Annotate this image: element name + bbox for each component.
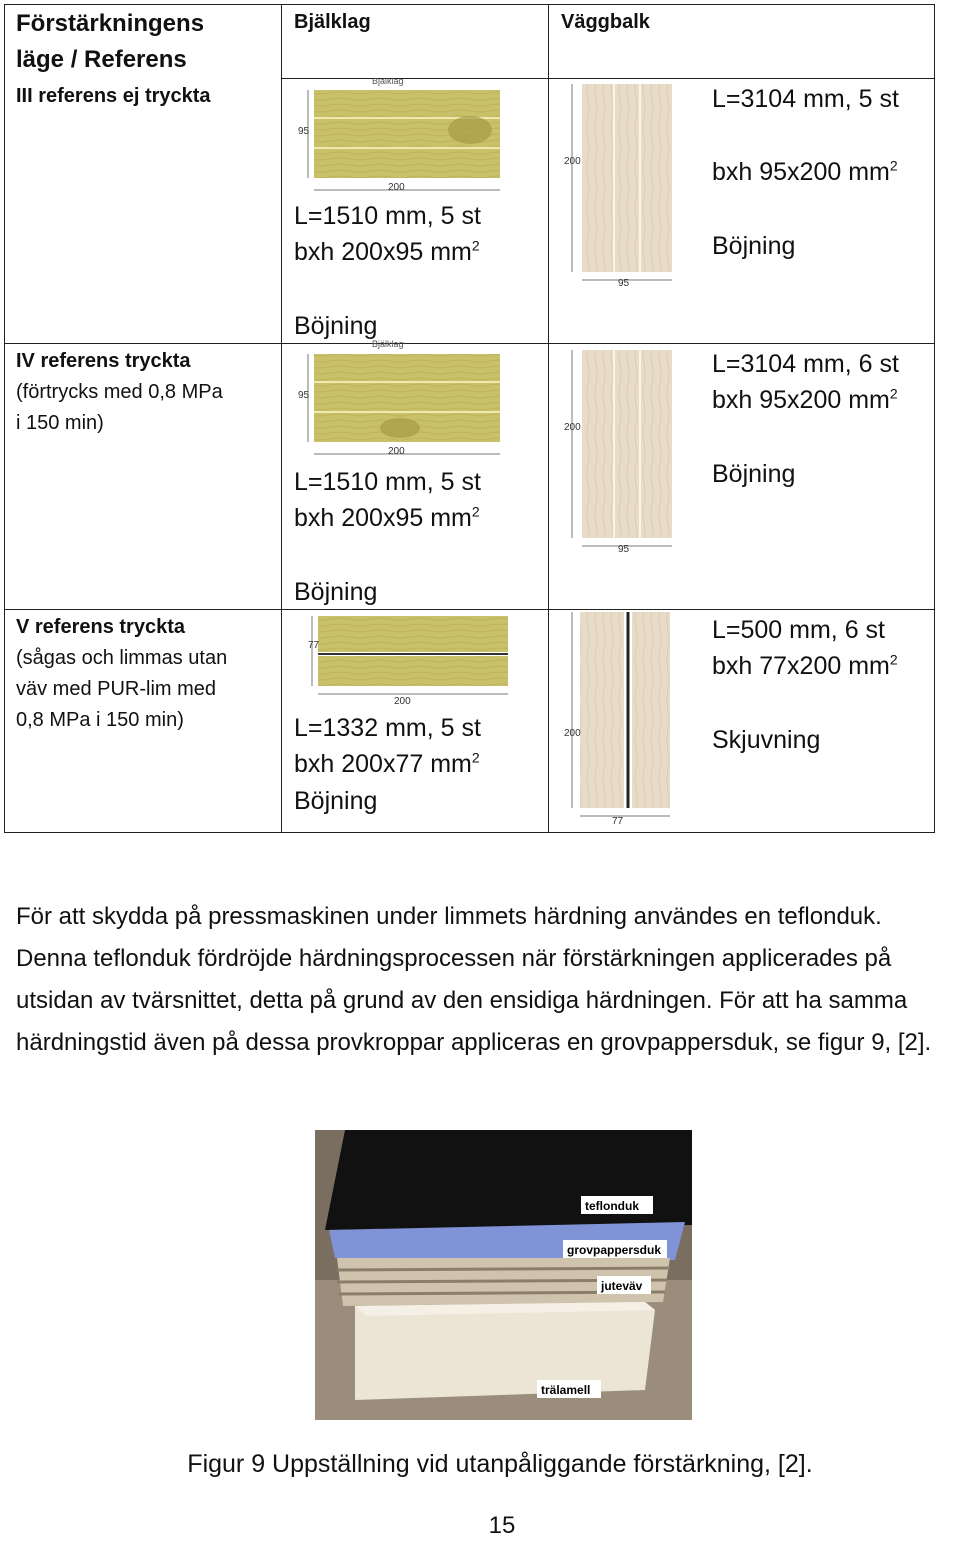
label-jute — [597, 1276, 651, 1294]
row1-floor-dim-height: 95 — [298, 126, 310, 137]
row1-wall-dim-width: 95 — [618, 278, 630, 289]
label-paper — [563, 1240, 667, 1258]
header-floor: Bjälklag — [294, 11, 371, 33]
row1-floor-beam-image — [290, 78, 510, 196]
body-paragraph: För att skydda på pressmaskinen under limmets härdning användes en teflonduk. Denna teflonduk fördröjde härdningsprocessen när förstärkningen applicerades på utsidan av tvärsnittet, detta på grund av den ensidiga härdningen. För att ha samma härdningstid även på dessa provkroppar appliceras en grovpappersduk, se figur 9, [2]. — [16, 903, 932, 1056]
row1-floor-section: bxh 200x95 $mm^2$ — [294, 237, 480, 266]
header-position-line2: läge / Referens — [16, 46, 187, 73]
header-wall: Väggbalk — [561, 11, 650, 33]
row1-ref-title: III referens ej tryckta — [16, 85, 211, 107]
row2-floor-image-label: Bjälklag — [372, 340, 404, 349]
row3-floor-dim-height: 77 — [308, 640, 320, 651]
row1-floor-dim-width: 200 — [388, 182, 405, 193]
row1-floor-load: Böjning — [294, 312, 378, 340]
row3-wall-section: bxh 77x200 $mm^2$ — [712, 651, 898, 680]
svg-text:teflonduk: teflonduk — [585, 1199, 639, 1213]
row1-wall-length: L=3104 mm, 5 st — [712, 85, 899, 113]
row1-wall-section: bxh 95x200 $mm^2$ — [712, 157, 898, 186]
row2-floor-dim-width: 200 — [388, 446, 405, 457]
row1-wall-dim-height: 200 — [564, 156, 581, 167]
row3-floor-section: bxh 200x77 $mm^2$ — [294, 749, 480, 778]
row3-wall-dim-height: 200 — [564, 728, 581, 739]
row1-floor-image-label: Bjälklag — [372, 78, 404, 86]
svg-text:juteväv: juteväv — [601, 1279, 643, 1293]
label-wood — [537, 1380, 601, 1398]
row2-floor-dim-height: 95 — [298, 390, 310, 401]
row2-ref-line1: (förtrycks med 0,8 MPa — [16, 381, 223, 403]
row2-floor-beam-image — [290, 340, 510, 460]
row3-ref-line2: väv med PUR-lim med — [16, 678, 217, 700]
row2-floor-load: Böjning — [294, 578, 378, 606]
row3-ref-line1: (sågas och limmas utan — [16, 647, 228, 669]
page-number: 15 — [488, 1512, 516, 1539]
row2-wall-dim-width: 95 — [618, 544, 630, 555]
row3-wall-length: L=500 mm, 6 st — [712, 616, 885, 644]
row3-ref-line3: 0,8 MPa i 150 min) — [16, 709, 184, 731]
row1-floor-length: L=1510 mm, 5 st — [294, 202, 481, 230]
svg-text:grovpappersduk: grovpappersduk — [567, 1243, 662, 1257]
row2-wall-beam-image — [560, 344, 680, 558]
row2-ref-title: IV referens tryckta — [16, 350, 191, 372]
row2-floor-section: bxh 200x95 $mm^2$ — [294, 503, 480, 532]
row3-ref-title: V referens tryckta — [16, 616, 185, 638]
figure-caption: Figur 9 Uppställning vid utanpåliggande förstärkning, [2]. — [187, 1450, 813, 1478]
figure-photo — [315, 1130, 692, 1420]
row2-wall-load: Böjning — [712, 460, 796, 488]
header-position-line1: Förstärkningens — [16, 10, 205, 37]
row3-wall-dim-width: 77 — [612, 816, 624, 827]
svg-text:trälamell: trälamell — [541, 1383, 591, 1397]
row2-wall-length: L=3104 mm, 6 st — [712, 350, 899, 378]
row3-floor-dim-width: 200 — [394, 696, 411, 707]
row2-ref-line2: i 150 min) — [16, 412, 104, 434]
row2-wall-dim-height: 200 — [564, 422, 581, 433]
row3-floor-length: L=1332 mm, 5 st — [294, 714, 481, 742]
row1-wall-load: Böjning — [712, 232, 796, 260]
row3-wall-load: Skjuvning — [712, 726, 821, 754]
row2-wall-section: bxh 95x200 $mm^2$ — [712, 385, 898, 414]
row3-floor-beam-image — [290, 610, 516, 710]
row3-wall-beam-image — [560, 610, 680, 828]
row1-wall-beam-image — [560, 78, 680, 292]
row2-floor-length: L=1510 mm, 5 st — [294, 468, 481, 496]
row3-floor-load: Böjning — [294, 787, 378, 815]
label-teflon — [581, 1196, 653, 1214]
